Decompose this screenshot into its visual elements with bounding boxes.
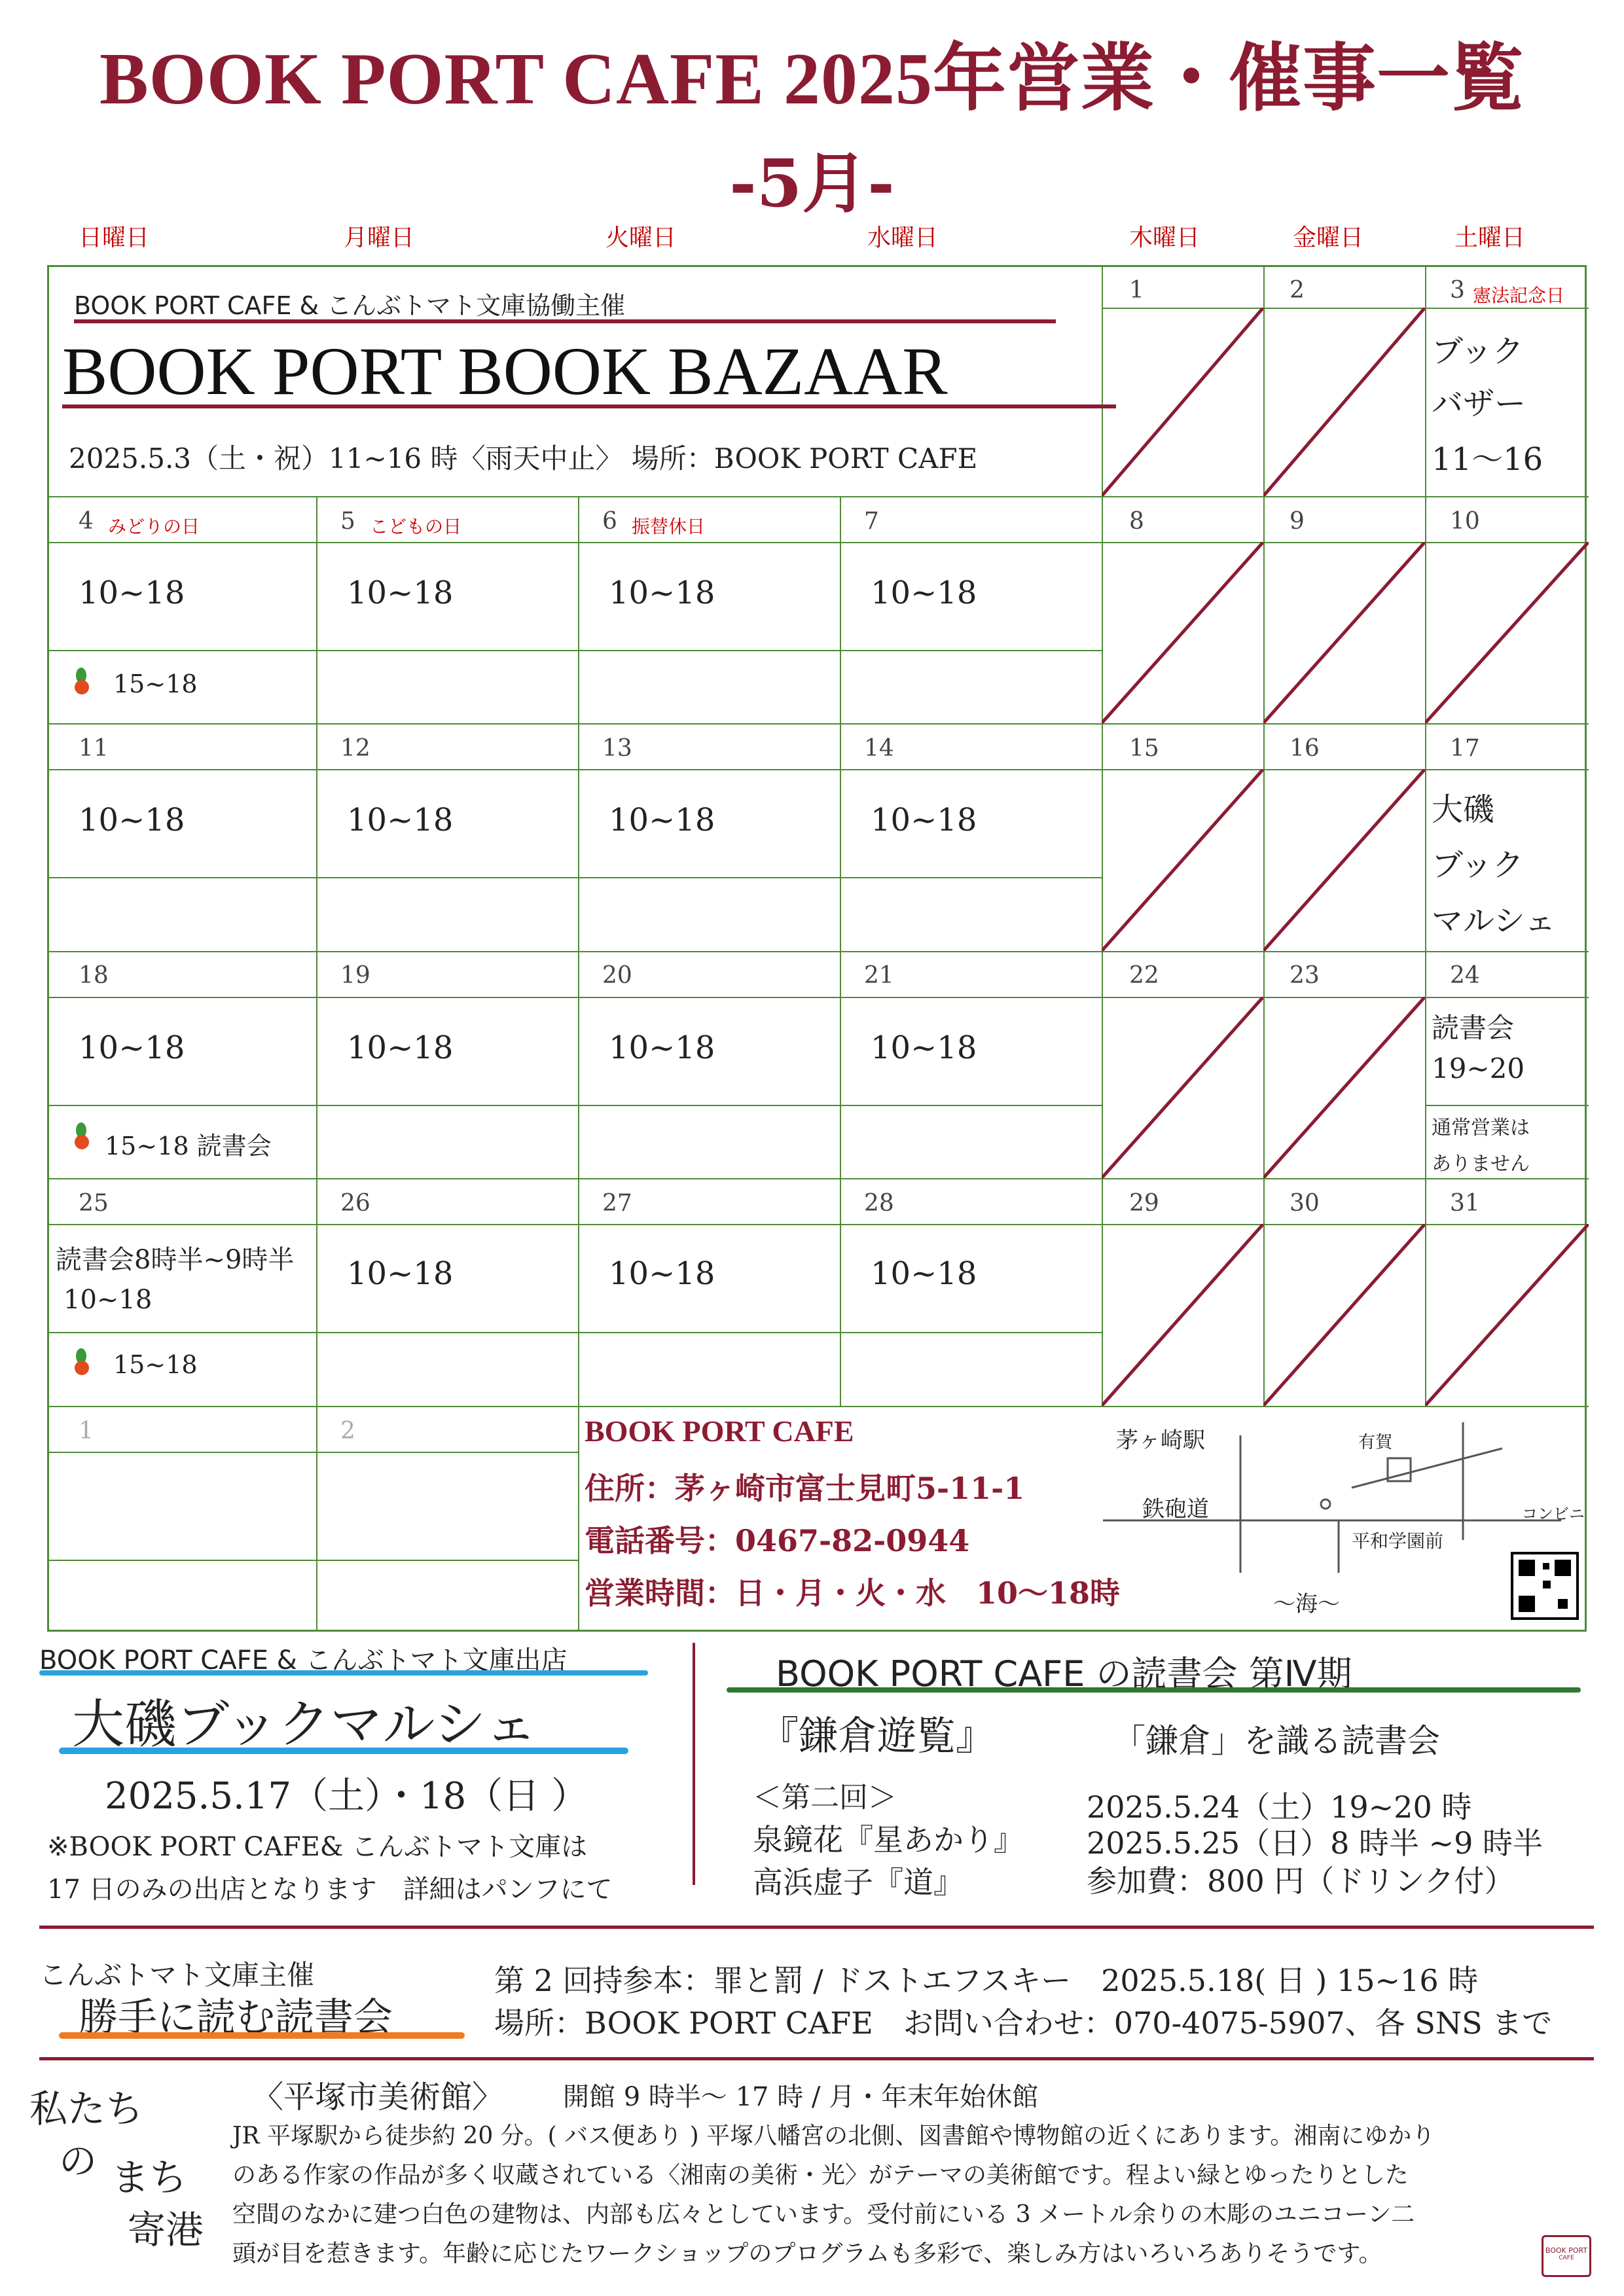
machi-title-3: まち: [111, 2155, 188, 2200]
closed-slash: [1102, 997, 1263, 1178]
cafe-name: BOOK PORT CAFE: [585, 1414, 854, 1448]
weekday-fri: 金曜日: [1293, 224, 1364, 251]
day17-line3: マルシェ: [1432, 903, 1556, 939]
day17-line2: ブック: [1432, 847, 1524, 884]
machi-title-2: の: [59, 2139, 98, 2183]
day3-line3: 11～16: [1432, 441, 1543, 478]
holiday-6: 振替休日: [632, 516, 706, 537]
day-9: 9: [1290, 508, 1305, 535]
reading-underline: [727, 1687, 1581, 1693]
day-5: 5: [340, 508, 355, 535]
kombu-tomato-icon: [72, 666, 92, 696]
day3-line1: ブック: [1432, 333, 1524, 370]
day-21: 21: [864, 962, 894, 989]
hours-12: 10~18: [347, 802, 454, 838]
day-2: 2: [1290, 277, 1305, 304]
reading-book1: 泉鏡花『星あかり』: [753, 1822, 1024, 1857]
reading-title: 『鎌倉遊覧』: [759, 1713, 995, 1759]
day-30: 30: [1290, 1190, 1320, 1217]
katte-line1: 第 2 回持参本：罪と罰 / ドストエフスキー 2025.5.18( 日 ) 15~16 時: [494, 1963, 1479, 1998]
holiday-5: こどもの日: [370, 516, 462, 537]
calendar-grid: [47, 265, 1587, 1632]
map-station: 茅ヶ崎駅: [1116, 1427, 1205, 1454]
day3-line2: バザー: [1432, 386, 1526, 422]
day24-line2: 19~20: [1432, 1052, 1525, 1085]
hours-6: 10~18: [609, 575, 715, 611]
machi-title-4: 寄港: [128, 2208, 204, 2252]
day-8: 8: [1129, 508, 1144, 535]
museum-text-4: 頭が目を惹きます。年齢に応じたワークショップのプログラムも多彩で、楽しみ方はいろいろありそうです。: [232, 2240, 1382, 2267]
holiday-3: 憲法記念日: [1473, 285, 1565, 306]
logo-text-1: BOOK PORT: [1545, 2246, 1588, 2255]
day24-line1: 読書会: [1432, 1012, 1515, 1044]
map-convenience: コンビニ: [1522, 1505, 1585, 1523]
closed-slash: [1263, 997, 1425, 1178]
day-12: 12: [340, 735, 370, 762]
museum-heading: 〈平塚市美術館〉: [252, 2079, 504, 2115]
kombu-4: 15~18: [113, 670, 198, 698]
day-20: 20: [602, 962, 632, 989]
weekday-thu: 木曜日: [1129, 224, 1200, 251]
closed-slash: [1263, 308, 1425, 496]
kombu-25: 15~18: [113, 1350, 198, 1379]
weekday-wed: 水曜日: [867, 224, 939, 251]
katte-line2: 場所：BOOK PORT CAFE お問い合わせ：070-4075-5907、各 SNS まで: [494, 2005, 1553, 2041]
day-11: 11: [79, 735, 109, 762]
bazaar-title: BOOK PORT BOOK BAZAAR: [62, 334, 948, 409]
weekday-mon: 月曜日: [344, 224, 415, 251]
closed-slash: [1263, 542, 1425, 723]
holiday-4: みどりの日: [108, 516, 200, 537]
day24-note1: 通常営業は: [1432, 1117, 1530, 1139]
day-3: 3: [1450, 277, 1465, 304]
month-label: -5月-: [729, 145, 895, 222]
closed-slash: [1425, 1224, 1589, 1406]
hours-18: 10~18: [79, 1030, 185, 1066]
day-14: 14: [864, 735, 894, 762]
machi-title-1: 私たち: [29, 2087, 144, 2131]
kombu-18: 15~18 読書会: [105, 1132, 272, 1160]
hours-7: 10~18: [871, 575, 977, 611]
closed-slash: [1102, 308, 1263, 496]
museum-text-1: JR 平塚駅から徒歩約 20 分。( バス便あり ) 平塚八幡宮の北側、図書館や博物館の近くにあります。湘南にゆかり: [232, 2123, 1435, 2149]
day-23: 23: [1290, 962, 1320, 989]
hours-26: 10~18: [347, 1255, 454, 1292]
next-month-day-2: 2: [340, 1418, 355, 1444]
katte-underline: [59, 2032, 465, 2039]
hours-28: 10~18: [871, 1255, 977, 1292]
weekday-sun: 日曜日: [79, 224, 150, 251]
day-13: 13: [602, 735, 632, 762]
hours-11: 10~18: [79, 802, 185, 838]
marche-cohost: BOOK PORT CAFE & こんぶトマト文庫出店: [39, 1645, 568, 1676]
day-25: 25: [79, 1190, 109, 1217]
hours-5: 10~18: [347, 575, 454, 611]
day24-note2: ありません: [1432, 1153, 1530, 1175]
page-title: BOOK PORT CAFE 2025年営業・催事一覧: [99, 39, 1525, 120]
day-4: 4: [79, 508, 94, 535]
hours-19: 10~18: [347, 1030, 454, 1066]
weekday-tue: 火曜日: [605, 224, 677, 251]
next-month-day-1: 1: [79, 1418, 94, 1444]
day17-line1: 大磯: [1432, 791, 1495, 828]
marche-underline: [59, 1748, 628, 1754]
day-17: 17: [1450, 735, 1480, 762]
weekday-sat: 土曜日: [1454, 224, 1526, 251]
day-28: 28: [864, 1190, 894, 1217]
closed-slash: [1102, 1224, 1263, 1406]
map-street: 鉄砲道: [1142, 1496, 1209, 1522]
day-31: 31: [1450, 1190, 1480, 1217]
cafe-phone: 電話番号：0467-82-0944: [585, 1523, 970, 1558]
day-10: 10: [1450, 508, 1480, 535]
cafe-hours: 営業時間：日・月・火・水 10～18時: [585, 1575, 1121, 1611]
closed-slash: [1102, 769, 1263, 951]
hours-13: 10~18: [609, 802, 715, 838]
bazaar-cohost: BOOK PORT CAFE & こんぶトマト文庫協働主催: [74, 291, 626, 320]
closed-slash: [1263, 769, 1425, 951]
hours-21: 10~18: [871, 1030, 977, 1066]
reading-header: BOOK PORT CAFE の読書会 第Ⅳ期: [776, 1653, 1352, 1695]
museum-text-3: 空間のなかに建つ白色の建物は、内部も広々としています。受付前にいる 3 メートル余りの木彫のユニコーン二: [232, 2201, 1415, 2228]
kombu-tomato-icon: [72, 1121, 92, 1151]
day-19: 19: [340, 962, 370, 989]
day-7: 7: [864, 508, 879, 535]
bazaar-details: 2025.5.3（土・祝）11~16 時〈雨天中止〉 場所：BOOK PORT CAFE: [69, 442, 978, 475]
day25-line1: 読書会8時半~9時半: [56, 1245, 295, 1275]
map-sea: ～海～: [1273, 1591, 1340, 1617]
marche-date: 2025.5.17（土）・18（日 ）: [105, 1775, 588, 1818]
map-store: 有賀: [1358, 1433, 1393, 1452]
katte-host: こんぶトマト文庫主催: [39, 1959, 315, 1991]
divider-line: [39, 1926, 1594, 1929]
hours-14: 10~18: [871, 802, 977, 838]
day-26: 26: [340, 1190, 370, 1217]
reading-fee: 参加費：800 円（ドリンク付）: [1087, 1863, 1515, 1899]
reading-date2: 2025.5.25（日）8 時半 ~9 時半: [1087, 1825, 1543, 1861]
hours-20: 10~18: [609, 1030, 715, 1066]
day-18: 18: [79, 962, 109, 989]
closed-slash: [1263, 1224, 1425, 1406]
access-map: [1077, 1409, 1587, 1628]
day-22: 22: [1129, 962, 1159, 989]
reading-book2: 高浜虚子『道』: [753, 1865, 964, 1900]
reading-date1: 2025.5.24（土）19~20 時: [1087, 1789, 1472, 1825]
day-1: 1: [1129, 277, 1144, 304]
section-divider: [693, 1643, 695, 1885]
closed-slash: [1102, 542, 1263, 723]
marche-underline-top: [39, 1670, 648, 1676]
day-29: 29: [1129, 1190, 1159, 1217]
logo-text-2: CAFE: [1559, 2255, 1574, 2261]
cafe-logo: [1542, 2235, 1591, 2277]
katte-title: 勝手に読む読書会: [79, 1995, 393, 2041]
day-24: 24: [1450, 962, 1480, 989]
day-16: 16: [1290, 735, 1320, 762]
reading-round: ＜第二回＞: [753, 1781, 897, 1814]
day-15: 15: [1129, 735, 1159, 762]
marche-title: 大磯ブックマルシェ: [72, 1694, 537, 1755]
marche-note1: ※BOOK PORT CAFE& こんぶトマト文庫は: [47, 1832, 588, 1862]
marche-note2: 17 日のみの出店となります 詳細はパンフにて: [47, 1874, 613, 1905]
closed-slash: [1425, 542, 1589, 723]
museum-hours: 開館 9 時半～ 17 時 / 月・年末年始休館: [563, 2082, 1039, 2112]
cafe-address: 住所：茅ヶ崎市富士見町5-11-1: [585, 1471, 1025, 1506]
divider-line: [39, 2057, 1594, 2060]
day-27: 27: [602, 1190, 632, 1217]
map-school: 平和学園前: [1352, 1530, 1444, 1552]
hours-27: 10~18: [609, 1255, 715, 1292]
hours-4: 10~18: [79, 575, 185, 611]
day25-line2: 10~18: [63, 1285, 153, 1315]
kombu-tomato-icon: [72, 1347, 92, 1377]
reading-subtitle: 「鎌倉」を識る読書会: [1113, 1722, 1440, 1760]
day-6: 6: [602, 508, 617, 535]
museum-text-2: のある作家の作品が多く収蔵されている〈湘南の美術・光〉がテーマの美術館です。程よい緑とゆったりとした: [232, 2162, 1409, 2189]
